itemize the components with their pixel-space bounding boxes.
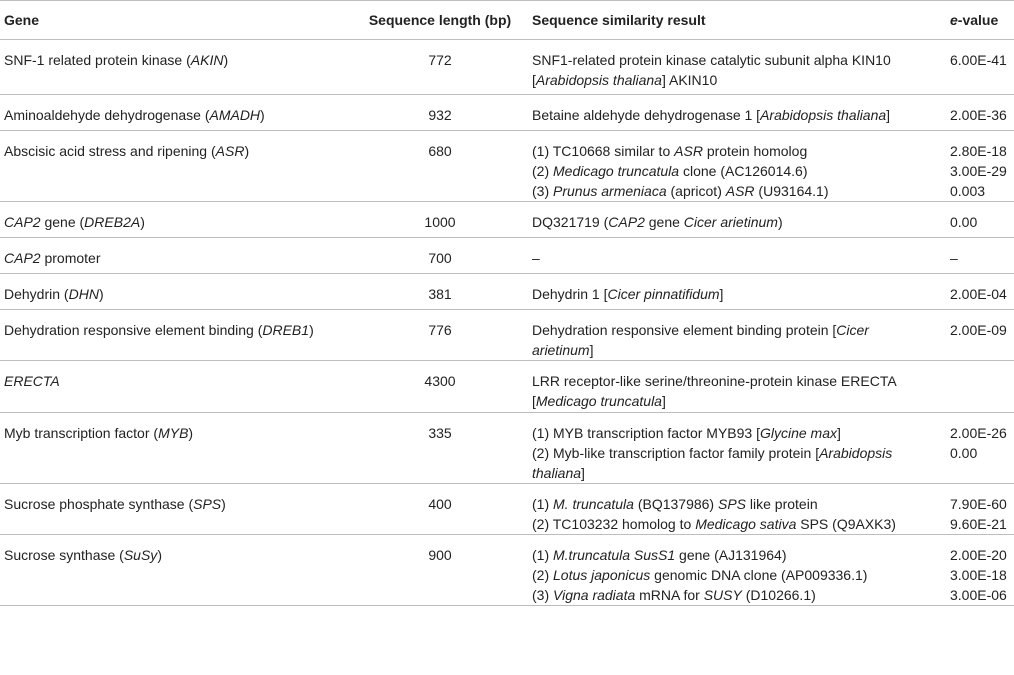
- similarity-cell: [528, 274, 946, 310]
- similarity-line: [532, 423, 942, 443]
- similarity-text: Dehydrin 1 [: [532, 286, 608, 302]
- similarity-text: DQ321719 (: [532, 214, 609, 230]
- evalue-value: 2.00E-36: [950, 107, 1007, 123]
- sequence-length-cell: 680: [352, 131, 528, 202]
- similarity-line: [532, 391, 942, 411]
- similarity-italic-text: arietinum: [532, 342, 590, 358]
- table-row: [0, 310, 1014, 361]
- evalue-cell: [946, 484, 1014, 535]
- gene-text: Sucrose synthase (: [4, 547, 124, 563]
- evalue-value: –: [950, 250, 958, 266]
- gene-italic-text: MYB: [158, 425, 189, 441]
- similarity-text: ]: [837, 425, 841, 441]
- evalue-value: 2.00E-04: [950, 286, 1007, 302]
- similarity-italic-text: Lotus japonicus: [553, 567, 651, 583]
- similarity-cell: [528, 413, 946, 484]
- similarity-italic-text: Medicago truncatula: [553, 163, 680, 179]
- similarity-line: [532, 565, 942, 585]
- sequence-length-cell: 381: [352, 274, 528, 310]
- table-row: [0, 484, 1014, 535]
- similarity-italic-text: Arabidopsis: [819, 445, 893, 461]
- similarity-italic-text: thaliana: [532, 465, 582, 481]
- gene-name: [4, 284, 348, 304]
- similarity-italic-text: Arabidopsis thaliana: [760, 107, 887, 123]
- gene-text: Myb transcription factor (: [4, 425, 159, 441]
- sequence-length-cell: 4300: [352, 361, 528, 413]
- similarity-line: [532, 50, 942, 70]
- similarity-italic-text: SUSY: [703, 587, 742, 603]
- similarity-cell: [528, 484, 946, 535]
- similarity-italic-text: Medicago truncatula: [535, 393, 662, 409]
- gene-text: Sucrose phosphate synthase (: [4, 496, 194, 512]
- similarity-text: genomic DNA clone (AP009336.1): [650, 567, 868, 583]
- evalue-cell: [946, 95, 1014, 131]
- table-row: [0, 202, 1014, 238]
- similarity-cell: [528, 310, 946, 361]
- similarity-line: [532, 212, 942, 232]
- gene-name: [4, 212, 348, 232]
- similarity-cell: [528, 131, 946, 202]
- similarity-text: SPS (Q9AXK3): [796, 516, 896, 532]
- similarity-text: ): [777, 214, 783, 230]
- gene-italic-text: DREB1: [262, 322, 310, 338]
- gene-italic-text: ASR: [215, 143, 245, 159]
- similarity-text: [: [532, 393, 536, 409]
- evalue-value: 0.00: [950, 445, 978, 461]
- gene-text: ): [140, 214, 145, 230]
- gene-text: gene (: [40, 214, 85, 230]
- evalue-value: 6.00E-41: [950, 52, 1007, 68]
- similarity-text: (1): [532, 496, 553, 512]
- gene-text: promoter: [40, 250, 101, 266]
- header-similarity: Sequence similarity result: [528, 1, 946, 40]
- sequence-length-cell: 700: [352, 238, 528, 274]
- gene-italic-text: SPS: [193, 496, 222, 512]
- gene-text: Abscisic acid stress and ripening (: [4, 143, 216, 159]
- evalue-value: 2.00E-26: [950, 425, 1007, 441]
- similarity-text: gene: [644, 214, 684, 230]
- table-row: [0, 40, 1014, 95]
- evalue-value: 2.00E-09: [950, 322, 1007, 338]
- gene-cell: [0, 535, 352, 606]
- similarity-line: [532, 545, 942, 565]
- similarity-line: [532, 141, 942, 161]
- similarity-text: Dehydration responsive element binding protein [: [532, 322, 837, 338]
- gene-cell: [0, 131, 352, 202]
- similarity-italic-text: Arabidopsis thaliana: [535, 72, 662, 88]
- gene-text: SNF-1 related protein kinase (: [4, 52, 191, 68]
- gene-italic-text: DHN: [68, 286, 99, 302]
- similarity-line: [532, 443, 942, 463]
- evalue-value: 2.00E-20: [950, 547, 1007, 563]
- similarity-line: [532, 161, 942, 181]
- similarity-text: (2) Myb-like transcription factor family protein [: [532, 445, 820, 461]
- gene-text: Aminoaldehyde dehydrogenase (: [4, 107, 210, 123]
- gene-text: Dehydration responsive element binding (: [4, 322, 263, 338]
- gene-name: [4, 494, 348, 514]
- gene-text: ): [188, 425, 194, 441]
- gene-text: ): [98, 286, 104, 302]
- similarity-text: LRR receptor-like serine/threonine-protein kinase ERECTA: [532, 373, 897, 389]
- gene-cell: [0, 274, 352, 310]
- gene-cell: [0, 95, 352, 131]
- evalue-cell: [946, 274, 1014, 310]
- similarity-text: ]: [589, 342, 594, 358]
- gene-name: [4, 141, 348, 161]
- evalue-value: 2.80E-18: [950, 143, 1007, 159]
- table-header: [0, 1, 1014, 40]
- similarity-line: [532, 585, 942, 605]
- sequence-length-cell: 335: [352, 413, 528, 484]
- table-row: [0, 413, 1014, 484]
- similarity-text: ]: [661, 393, 666, 409]
- evalue-cell: [946, 238, 1014, 274]
- gene-name: [4, 248, 348, 268]
- gene-text: ): [309, 322, 314, 338]
- gene-italic-text: AKIN: [190, 52, 224, 68]
- gene-cell: [0, 361, 352, 413]
- similarity-italic-text: ASR: [725, 183, 755, 199]
- similarity-cell: [528, 238, 946, 274]
- similarity-text: (BQ137986): [633, 496, 718, 512]
- similarity-italic-text: Medicago sativa: [695, 516, 797, 532]
- similarity-text: protein homolog: [702, 143, 808, 159]
- gene-cell: [0, 484, 352, 535]
- header-evalue: [946, 1, 1014, 40]
- similarity-italic-text: CAP2: [608, 214, 645, 230]
- gene-italic-text: CAP2: [4, 214, 41, 230]
- similarity-text: (1) TC10668 similar to: [532, 143, 675, 159]
- similarity-text: [: [532, 72, 536, 88]
- similarity-italic-text: Cicer: [836, 322, 869, 338]
- evalue-value: 0.00: [950, 214, 978, 230]
- similarity-text: (2) TC103232 homolog to: [532, 516, 696, 532]
- similarity-text: like protein: [746, 496, 818, 512]
- evalue-value: 3.00E-29: [950, 163, 1007, 179]
- gene-text: ): [223, 52, 229, 68]
- similarity-cell: [528, 40, 946, 95]
- gene-italic-text: DREB2A: [84, 214, 141, 230]
- gene-italic-text: CAP2: [4, 250, 41, 266]
- gene-cell: [0, 413, 352, 484]
- evalue-value: 0.003: [950, 183, 986, 199]
- sequence-length-cell: 1000: [352, 202, 528, 238]
- similarity-text: ]: [719, 286, 724, 302]
- table-row: [0, 131, 1014, 202]
- similarity-line: [532, 494, 942, 514]
- similarity-line: [532, 340, 942, 360]
- similarity-italic-text: M. truncatula: [553, 496, 634, 512]
- similarity-text: (U93164.1): [754, 183, 829, 199]
- similarity-text: gene (AJ131964): [675, 547, 787, 563]
- similarity-italic-text: SPS: [718, 496, 747, 512]
- similarity-cell: [528, 202, 946, 238]
- header-evalue-italic: e: [950, 12, 958, 28]
- header-evalue-suffix: -value: [957, 12, 999, 28]
- similarity-line: [532, 70, 942, 90]
- gene-name: [4, 50, 348, 70]
- gene-text: ): [221, 496, 226, 512]
- similarity-line: [532, 284, 942, 304]
- gene-italic-text: SuSy: [123, 547, 158, 563]
- similarity-text: SNF1-related protein kinase catalytic subunit alpha KIN10: [532, 52, 891, 68]
- similarity-line: [532, 248, 942, 268]
- similarity-italic-text: Cicer pinnatifidum: [607, 286, 720, 302]
- evalue-value: 7.90E-60: [950, 496, 1007, 512]
- similarity-italic-text: Prunus armeniaca: [553, 183, 667, 199]
- similarity-italic-text: M.truncatula SusS1: [553, 547, 676, 563]
- gene-cell: [0, 238, 352, 274]
- table-row: [0, 95, 1014, 131]
- gene-italic-text: AMADH: [209, 107, 261, 123]
- table-body: [0, 40, 1014, 606]
- header-sequence-length: Sequence length (bp): [352, 1, 528, 40]
- similarity-italic-text: Vigna radiata: [553, 587, 636, 603]
- similarity-cell: [528, 95, 946, 131]
- gene-name: [4, 371, 348, 391]
- similarity-line: [532, 463, 942, 483]
- similarity-italic-text: ASR: [674, 143, 703, 159]
- similarity-text: (D10266.1): [741, 587, 816, 603]
- similarity-cell: [528, 535, 946, 606]
- similarity-text: ] AKIN10: [661, 72, 718, 88]
- gene-name: [4, 545, 348, 565]
- similarity-text: mRNA for: [635, 587, 704, 603]
- similarity-line: [532, 514, 942, 534]
- evalue-cell: [946, 413, 1014, 484]
- evalue-cell: [946, 131, 1014, 202]
- evalue-value: 3.00E-06: [950, 587, 1007, 603]
- similarity-text: ]: [581, 465, 585, 481]
- sequence-length-cell: 772: [352, 40, 528, 95]
- gene-italic-text: ERECTA: [4, 373, 60, 389]
- evalue-cell: [946, 310, 1014, 361]
- gene-cell: [0, 202, 352, 238]
- similarity-text: (3): [532, 183, 553, 199]
- similarity-italic-text: Cicer arietinum: [683, 214, 778, 230]
- similarity-text: (2): [532, 163, 553, 179]
- table-row: [0, 535, 1014, 606]
- header-row: [0, 1, 1014, 40]
- similarity-line: [532, 320, 942, 340]
- similarity-text: Betaine aldehyde dehydrogenase 1 [: [532, 107, 761, 123]
- similarity-line: [532, 105, 942, 125]
- evalue-cell: [946, 40, 1014, 95]
- evalue-cell: [946, 535, 1014, 606]
- similarity-text: (apricot): [666, 183, 726, 199]
- gene-name: [4, 105, 348, 125]
- evalue-cell: [946, 202, 1014, 238]
- similarity-text: (2): [532, 567, 553, 583]
- gene-cell: [0, 310, 352, 361]
- similarity-text: (1) MYB transcription factor MYB93 [: [532, 425, 760, 441]
- similarity-line: [532, 181, 942, 201]
- table-row: [0, 274, 1014, 310]
- similarity-text: ]: [886, 107, 891, 123]
- similarity-text: clone (AC126014.6): [679, 163, 808, 179]
- sequence-length-cell: 932: [352, 95, 528, 131]
- sequence-length-cell: 776: [352, 310, 528, 361]
- evalue-value: 9.60E-21: [950, 516, 1007, 532]
- table-row: [0, 238, 1014, 274]
- sequence-length-cell: 400: [352, 484, 528, 535]
- gene-cell: [0, 40, 352, 95]
- evalue-cell: [946, 361, 1014, 413]
- gene-name: [4, 320, 348, 340]
- header-gene: Gene: [0, 1, 352, 40]
- similarity-text: (1): [532, 547, 553, 563]
- gene-text: Dehydrin (: [4, 286, 69, 302]
- similarity-italic-text: Glycine max: [759, 425, 837, 441]
- gene-text: ): [260, 107, 265, 123]
- similarity-cell: [528, 361, 946, 413]
- similarity-text: –: [532, 250, 540, 266]
- evalue-value: 3.00E-18: [950, 567, 1007, 583]
- similarity-text: (3): [532, 587, 553, 603]
- sequence-length-cell: 900: [352, 535, 528, 606]
- similarity-line: [532, 371, 942, 391]
- gene-text: ): [244, 143, 250, 159]
- table-row: [0, 361, 1014, 413]
- gene-text: ): [157, 547, 162, 563]
- gene-name: [4, 423, 348, 443]
